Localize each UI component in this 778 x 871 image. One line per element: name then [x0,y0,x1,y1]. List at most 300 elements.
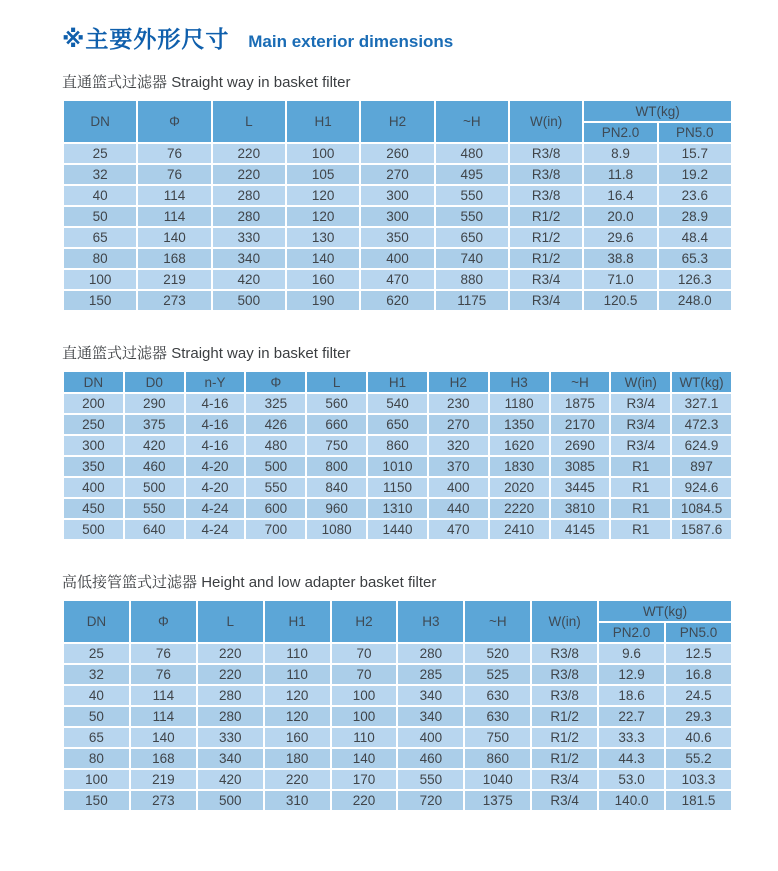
table2-caption-zh: 直通篮式过滤器 [62,345,168,362]
table-cell: 16.4 [583,185,657,206]
table-cell: 500 [124,477,185,498]
spec-table [62,370,733,541]
table-cell: 20.0 [583,206,657,227]
table-cell: R3/8 [509,185,583,206]
subheader-cell: PN2.0 [598,622,665,643]
table-cell: 2220 [489,498,550,519]
table-row [63,414,732,435]
table2-caption-en: Straight way in basket filter [171,345,351,362]
table-cell: 220 [264,769,331,790]
table-cell: 126.3 [658,269,732,290]
table-row [63,435,732,456]
table-cell: 114 [130,706,197,727]
table1-caption [62,71,733,92]
table-cell: 15.7 [658,143,732,164]
table-cell: 500 [197,790,264,811]
table2-caption [62,342,733,363]
table-cell: 300 [63,435,124,456]
header-cell: H2 [428,371,489,393]
table-cell: 110 [331,727,398,748]
table-cell: 370 [428,456,489,477]
table-cell: 220 [331,790,398,811]
table-cell: R1 [610,498,671,519]
table-cell: 340 [197,748,264,769]
table-cell: 280 [197,706,264,727]
table-cell: 700 [245,519,306,540]
spec-table [62,99,733,312]
table-cell: 350 [360,227,434,248]
table-cell: R3/4 [531,790,598,811]
table-cell: 100 [331,685,398,706]
table-cell: 630 [464,685,531,706]
table1-straight-way-basket-filter [62,99,733,312]
table-cell: 375 [124,414,185,435]
table-cell: R3/8 [509,143,583,164]
table-cell: 1587.6 [671,519,732,540]
table-cell: 8.9 [583,143,657,164]
table-cell: 12.9 [598,664,665,685]
table-cell: 273 [130,790,197,811]
table-cell: 540 [367,393,428,414]
header-cell: H2 [331,600,398,643]
header-cell: L [306,371,367,393]
table-cell: 310 [264,790,331,811]
table-cell: 1440 [367,519,428,540]
table-cell: 1150 [367,477,428,498]
table-cell: 11.8 [583,164,657,185]
table-cell: 330 [197,727,264,748]
table-row [63,706,732,727]
table-cell: 340 [212,248,286,269]
table-cell: 650 [435,227,509,248]
table-cell: 32 [63,164,137,185]
table-cell: 180 [264,748,331,769]
table-row [63,456,732,477]
table-cell: 4145 [550,519,611,540]
table-cell: 140 [130,727,197,748]
table-cell: 120 [264,706,331,727]
header-cell: W(in) [531,600,598,643]
table-cell: 300 [360,206,434,227]
table-cell: R3/8 [509,164,583,185]
table-cell: 181.5 [665,790,732,811]
table-cell: 220 [212,164,286,185]
header-group-cell: WT(kg) [598,600,732,622]
table-cell: 150 [63,290,137,311]
table-cell: 320 [428,435,489,456]
table-cell: 860 [464,748,531,769]
table-row [63,185,732,206]
table-cell: 76 [137,143,211,164]
table-cell: 630 [464,706,531,727]
table-cell: 110 [264,664,331,685]
table-cell: 273 [137,290,211,311]
table-cell: 340 [397,706,464,727]
table-cell: 140 [137,227,211,248]
table-row [63,477,732,498]
table-cell: 550 [435,206,509,227]
table-cell: 480 [245,435,306,456]
table-cell: 285 [397,664,464,685]
header-cell: ~H [464,600,531,643]
table-cell: 170 [331,769,398,790]
table-cell: 280 [212,185,286,206]
table-cell: 44.3 [598,748,665,769]
table-cell: 500 [245,456,306,477]
table-cell: 4-16 [185,435,246,456]
table-cell: 600 [245,498,306,519]
table-row [63,790,732,811]
table-cell: 2020 [489,477,550,498]
table-cell: 130 [286,227,360,248]
table-cell: 500 [212,290,286,311]
table-cell: 3810 [550,498,611,519]
table-cell: 270 [360,164,434,185]
table-cell: 525 [464,664,531,685]
table-row [63,685,732,706]
table1-caption-zh: 直通篮式过滤器 [62,74,168,91]
table-cell: 40 [63,185,137,206]
header-cell: L [212,100,286,143]
spec-table [62,599,733,812]
table-cell: 114 [130,685,197,706]
table-cell: 350 [63,456,124,477]
table-cell: 248.0 [658,290,732,311]
header-cell: H1 [286,100,360,143]
table-cell: 110 [264,643,331,664]
table-cell: 960 [306,498,367,519]
table-cell: 1040 [464,769,531,790]
header-cell: DN [63,371,124,393]
table-cell: 168 [137,248,211,269]
table-cell: 120.5 [583,290,657,311]
table-cell: R3/4 [531,769,598,790]
table-cell: 550 [397,769,464,790]
table3-caption-zh: 高低接管篮式过滤器 [62,574,198,591]
table-cell: R1 [610,477,671,498]
header-cell: H1 [367,371,428,393]
table-cell: 65 [63,727,130,748]
table-cell: 2690 [550,435,611,456]
table-row [63,206,732,227]
table-cell: 280 [212,206,286,227]
table-cell: 480 [435,143,509,164]
table-cell: 560 [306,393,367,414]
table-cell: R1/2 [509,227,583,248]
table-cell: R1/2 [509,206,583,227]
table-cell: 150 [63,790,130,811]
table-cell: 250 [63,414,124,435]
table-cell: 114 [137,206,211,227]
header-cell: W(in) [610,371,671,393]
table-cell: 325 [245,393,306,414]
table-cell: 4-24 [185,519,246,540]
table-cell: 550 [435,185,509,206]
table-cell: 140 [286,248,360,269]
table-cell: 53.0 [598,769,665,790]
table-cell: 76 [130,643,197,664]
table-cell: 800 [306,456,367,477]
table-cell: 740 [435,248,509,269]
table-cell: 38.8 [583,248,657,269]
table-cell: R3/8 [531,643,598,664]
table-cell: 1084.5 [671,498,732,519]
table-cell: 100 [63,769,130,790]
table-cell: 1310 [367,498,428,519]
header-cell: Φ [130,600,197,643]
table-cell: 100 [331,706,398,727]
table-cell: 3085 [550,456,611,477]
header-cell: DN [63,600,130,643]
table-cell: 290 [124,393,185,414]
header-cell: n-Y [185,371,246,393]
table-cell: 76 [137,164,211,185]
table-cell: 219 [130,769,197,790]
table-cell: 160 [264,727,331,748]
table-row [63,748,732,769]
table-row [63,143,732,164]
table-cell: 80 [63,748,130,769]
table-cell: 40.6 [665,727,732,748]
table-cell: 620 [360,290,434,311]
table-cell: 1875 [550,393,611,414]
table-cell: 495 [435,164,509,185]
table-cell: 1180 [489,393,550,414]
table-cell: 400 [397,727,464,748]
table-cell: R3/4 [610,414,671,435]
table2-straight-way-basket-filter-large [62,370,733,541]
table-cell: 200 [63,393,124,414]
table-cell: 470 [360,269,434,290]
table-cell: 520 [464,643,531,664]
table-cell: 1175 [435,290,509,311]
table-row [63,519,732,540]
header-cell: W(in) [509,100,583,143]
header-cell: L [197,600,264,643]
table-cell: 1080 [306,519,367,540]
table-row [63,290,732,311]
table-cell: 2170 [550,414,611,435]
table-cell: R3/4 [509,269,583,290]
table-cell: 65.3 [658,248,732,269]
table-cell: R3/4 [509,290,583,311]
table-cell: 4-24 [185,498,246,519]
table-cell: 190 [286,290,360,311]
table-cell: 2410 [489,519,550,540]
table-row [63,393,732,414]
table-cell: 280 [397,643,464,664]
table-cell: 25 [63,143,137,164]
table-cell: 420 [212,269,286,290]
table-cell: 29.6 [583,227,657,248]
table-cell: R3/4 [610,393,671,414]
table-cell: 40 [63,685,130,706]
table-row [63,664,732,685]
page-title [62,18,733,55]
header-cell: D0 [124,371,185,393]
table3-caption [62,571,733,592]
header-cell: Φ [245,371,306,393]
table-cell: R3/8 [531,664,598,685]
table-cell: 472.3 [671,414,732,435]
table-cell: 460 [124,456,185,477]
table-cell: 70 [331,643,398,664]
table-cell: 650 [367,414,428,435]
header-cell: ~H [435,100,509,143]
table-cell: 420 [124,435,185,456]
table-cell: 120 [286,185,360,206]
table-cell: 18.6 [598,685,665,706]
table-cell: 160 [286,269,360,290]
table-cell: 100 [286,143,360,164]
table-cell: 750 [306,435,367,456]
table-cell: 327.1 [671,393,732,414]
table-cell: 4-16 [185,393,246,414]
table-cell: 12.5 [665,643,732,664]
table-cell: 33.3 [598,727,665,748]
table-cell: 330 [212,227,286,248]
table-cell: 1375 [464,790,531,811]
table-cell: R3/4 [610,435,671,456]
table-cell: 440 [428,498,489,519]
table-cell: 24.5 [665,685,732,706]
table-cell: R1/2 [531,748,598,769]
table-cell: 270 [428,414,489,435]
table-cell: 32 [63,664,130,685]
table-row [63,269,732,290]
table-cell: 23.6 [658,185,732,206]
table-cell: 220 [212,143,286,164]
table-cell: 65 [63,227,137,248]
page-title-zh: ※主要外形尺寸 [62,26,230,52]
table-cell: 300 [360,185,434,206]
table-cell: 80 [63,248,137,269]
table-cell: 29.3 [665,706,732,727]
table-cell: 750 [464,727,531,748]
table-cell: 660 [306,414,367,435]
table-cell: 168 [130,748,197,769]
table-cell: 550 [245,477,306,498]
table-cell: 1620 [489,435,550,456]
table-cell: 140.0 [598,790,665,811]
table-cell: 9.6 [598,643,665,664]
table-row [63,643,732,664]
table-cell: 103.3 [665,769,732,790]
table-cell: 924.6 [671,477,732,498]
table-cell: 4-20 [185,456,246,477]
page-title-en: Main exterior dimensions [248,32,454,51]
table-cell: 1830 [489,456,550,477]
table-cell: 880 [435,269,509,290]
table-row [63,769,732,790]
table-cell: 860 [367,435,428,456]
table-cell: 280 [197,685,264,706]
table-cell: 840 [306,477,367,498]
table-cell: 28.9 [658,206,732,227]
table-row [63,164,732,185]
table-cell: 624.9 [671,435,732,456]
table-cell: 720 [397,790,464,811]
table-cell: 420 [197,769,264,790]
table-cell: 70 [331,664,398,685]
table-cell: 219 [137,269,211,290]
table-cell: 1350 [489,414,550,435]
table-cell: 120 [264,685,331,706]
subheader-cell: PN5.0 [658,122,732,143]
table-cell: R1 [610,456,671,477]
table-cell: 400 [428,477,489,498]
table-cell: 55.2 [665,748,732,769]
table-cell: R1/2 [531,706,598,727]
header-group-cell: WT(kg) [583,100,732,122]
table-cell: 220 [197,664,264,685]
table-cell: 550 [124,498,185,519]
table-cell: 4-20 [185,477,246,498]
table-cell: 76 [130,664,197,685]
header-cell: ~H [550,371,611,393]
header-cell: WT(kg) [671,371,732,393]
table-cell: 50 [63,206,137,227]
header-cell: DN [63,100,137,143]
table-row [63,498,732,519]
subheader-cell: PN5.0 [665,622,732,643]
table-cell: 50 [63,706,130,727]
table-cell: 25 [63,643,130,664]
table-cell: 114 [137,185,211,206]
table-cell: 16.8 [665,664,732,685]
table-cell: 640 [124,519,185,540]
table-cell: 470 [428,519,489,540]
table-cell: 460 [397,748,464,769]
table-cell: R1/2 [509,248,583,269]
table-cell: 48.4 [658,227,732,248]
table-cell: 220 [197,643,264,664]
table-cell: R1/2 [531,727,598,748]
table-cell: 100 [63,269,137,290]
table1-caption-en: Straight way in basket filter [171,74,351,91]
table-cell: 3445 [550,477,611,498]
table-row [63,227,732,248]
table-cell: 230 [428,393,489,414]
table-row [63,727,732,748]
table-cell: 4-16 [185,414,246,435]
header-cell: H3 [397,600,464,643]
header-cell: Φ [137,100,211,143]
table-cell: 260 [360,143,434,164]
table-cell: 140 [331,748,398,769]
table-cell: 22.7 [598,706,665,727]
table3-caption-en: Height and low adapter basket filter [201,574,437,591]
table-cell: 897 [671,456,732,477]
table-cell: 426 [245,414,306,435]
subheader-cell: PN2.0 [583,122,657,143]
header-cell: H2 [360,100,434,143]
table-cell: 71.0 [583,269,657,290]
table-cell: R3/8 [531,685,598,706]
table-cell: 340 [397,685,464,706]
header-cell: H3 [489,371,550,393]
table-cell: 1010 [367,456,428,477]
table-row [63,248,732,269]
table-cell: 400 [63,477,124,498]
table-cell: 400 [360,248,434,269]
header-cell: H1 [264,600,331,643]
table-cell: R1 [610,519,671,540]
table3-height-low-adapter-basket-filter [62,599,733,812]
table-cell: 450 [63,498,124,519]
table-cell: 105 [286,164,360,185]
table-cell: 120 [286,206,360,227]
